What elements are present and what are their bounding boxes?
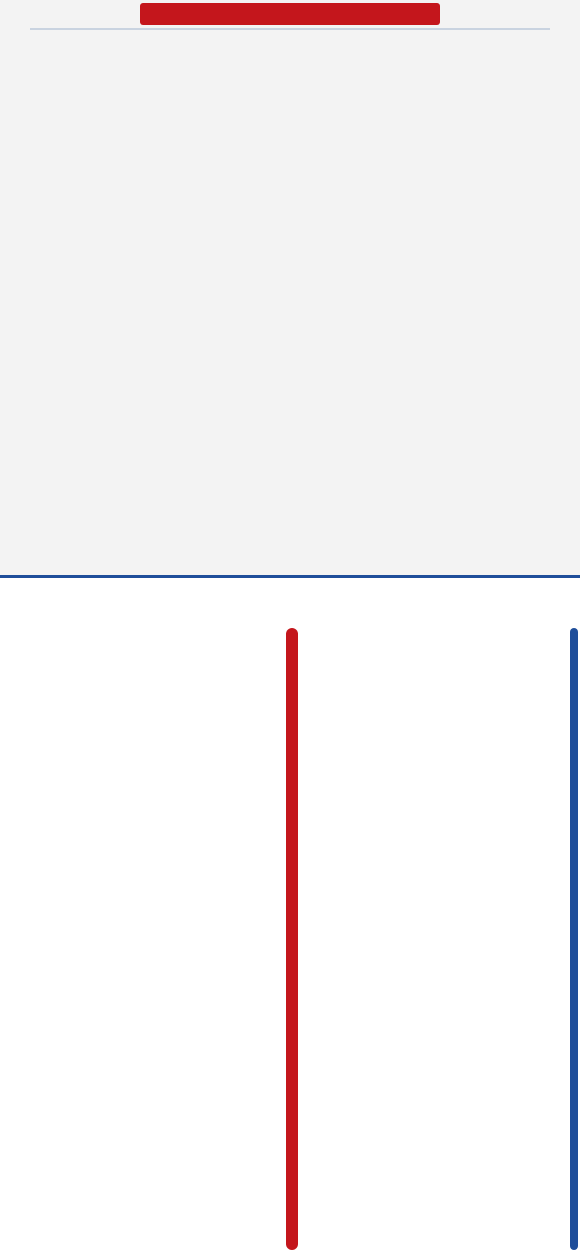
top-price-list <box>0 0 580 575</box>
column-frame-right <box>570 628 578 1250</box>
column-frame-left <box>286 628 298 1250</box>
divider-line <box>30 28 550 30</box>
clinic-price-list <box>0 578 580 1257</box>
price-list-title <box>140 3 440 25</box>
clinic-title <box>30 588 560 628</box>
